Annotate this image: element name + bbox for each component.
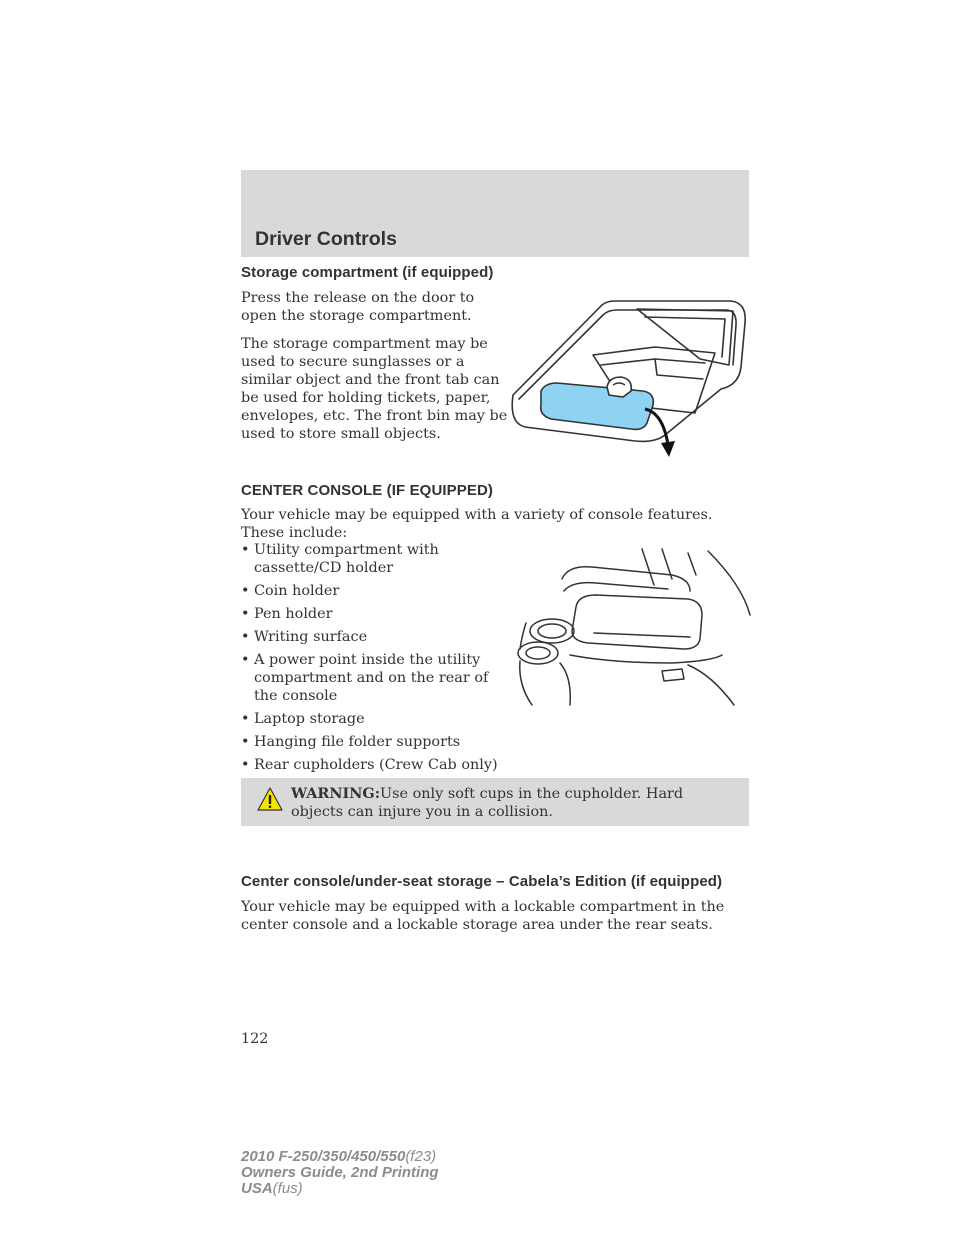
storage-paragraph-1: Press the release on the door to open the storage compartment. bbox=[241, 290, 475, 324]
list-item: • Writing surface bbox=[241, 628, 541, 646]
warning-message: Use only soft cups in the cupholder. Hard objects can injure you in a collision. bbox=[291, 786, 684, 820]
console-heading: CENTER CONSOLE (IF EQUIPPED) bbox=[241, 482, 493, 499]
footer-model: 2010 F-250/350/450/550 bbox=[241, 1148, 406, 1165]
list-item: • A power point inside the utility compartment and on the rear of the console bbox=[241, 651, 494, 705]
footer-region: USA bbox=[241, 1180, 273, 1197]
storage-paragraph-2: The storage compartment may be used to secure sunglasses or a similar object and the front tab can be used for holding tickets, paper, envelopes, etc. The front bin may be used to store small objects. bbox=[241, 336, 508, 442]
footer-model-code: (f23) bbox=[405, 1148, 437, 1165]
overhead-storage-illustration bbox=[505, 295, 755, 460]
warning-text bbox=[291, 785, 731, 821]
section-header-band bbox=[241, 170, 749, 257]
warning-label: WARNING: bbox=[291, 785, 381, 802]
warning-box bbox=[241, 778, 749, 826]
warning-triangle-icon bbox=[257, 786, 283, 812]
storage-heading: Storage compartment (if equipped) bbox=[241, 264, 494, 281]
storage-text bbox=[241, 289, 511, 443]
list-item: • Coin holder bbox=[241, 582, 541, 600]
console-feature-list bbox=[241, 541, 541, 779]
list-item: • Utility compartment with cassette/CD holder bbox=[241, 541, 474, 577]
center-console-illustration bbox=[512, 545, 752, 710]
list-item: • Rear cupholders (Crew Cab only) bbox=[241, 756, 541, 774]
section-title: Driver Controls bbox=[255, 228, 397, 250]
cabelas-heading: Center console/under-seat storage – Cabela’s Edition (if equipped) bbox=[241, 873, 723, 890]
list-item: • Hanging file folder supports bbox=[241, 733, 541, 751]
footer-guide: Owners Guide, 2nd Printing bbox=[241, 1164, 439, 1181]
footer-region-code: (fus) bbox=[272, 1180, 303, 1197]
page-number: 122 bbox=[241, 1031, 269, 1047]
list-item: • Pen holder bbox=[241, 605, 541, 623]
console-intro: Your vehicle may be equipped with a variety of console features. These include: bbox=[241, 507, 713, 541]
cabelas-text: Your vehicle may be equipped with a lockable compartment in the center console and a lockable storage area under the rear seats. bbox=[241, 899, 725, 933]
document-footer bbox=[241, 1149, 439, 1197]
list-item: • Laptop storage bbox=[241, 710, 541, 728]
storage-door-highlight bbox=[541, 383, 654, 429]
